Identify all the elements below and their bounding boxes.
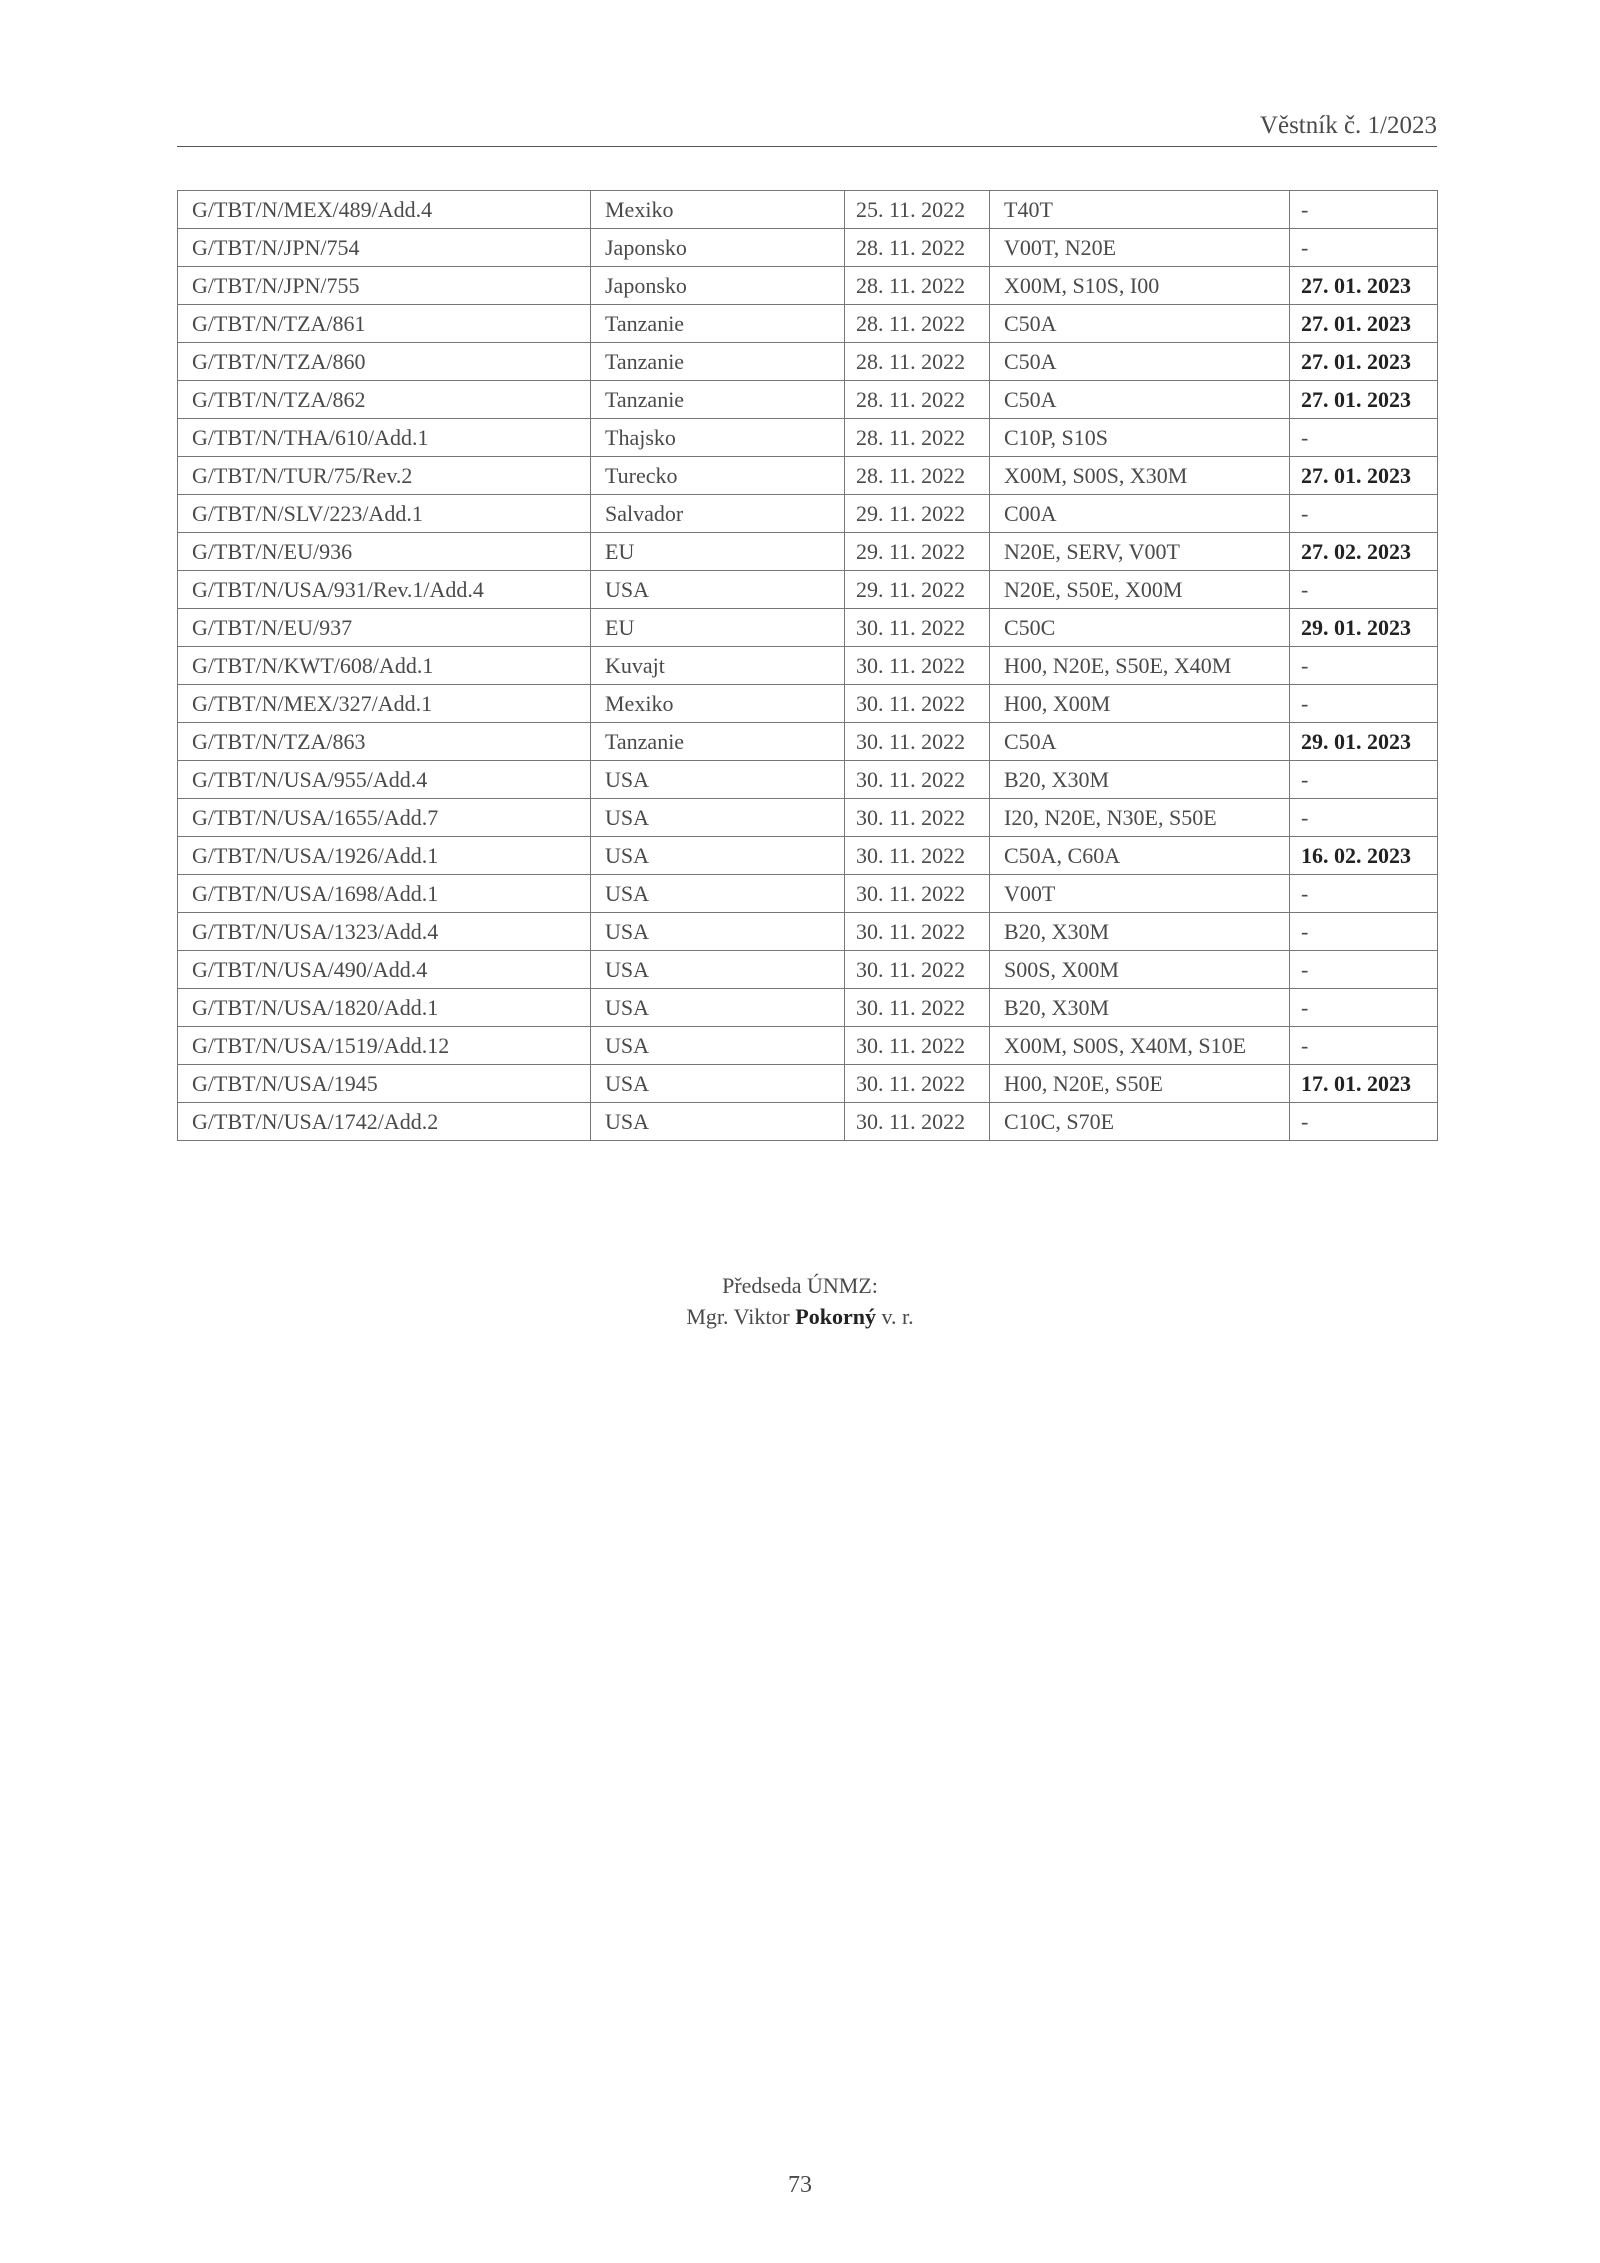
cell-symbol: G/TBT/N/USA/955/Add.4 bbox=[178, 761, 591, 799]
cell-codes: C50C bbox=[990, 609, 1290, 647]
cell-codes: B20, X30M bbox=[990, 989, 1290, 1027]
cell-codes: H00, X00M bbox=[990, 685, 1290, 723]
cell-date: 28. 11. 2022 bbox=[845, 305, 990, 343]
cell-deadline: - bbox=[1290, 685, 1438, 723]
cell-codes: C00A bbox=[990, 495, 1290, 533]
cell-country: USA bbox=[591, 989, 845, 1027]
cell-codes: C50A bbox=[990, 343, 1290, 381]
cell-country: EU bbox=[591, 609, 845, 647]
table-row bbox=[178, 571, 1438, 609]
cell-date: 28. 11. 2022 bbox=[845, 343, 990, 381]
cell-date: 30. 11. 2022 bbox=[845, 837, 990, 875]
cell-codes: I20, N20E, N30E, S50E bbox=[990, 799, 1290, 837]
cell-country: EU bbox=[591, 533, 845, 571]
cell-codes: T40T bbox=[990, 191, 1290, 229]
cell-deadline: - bbox=[1290, 875, 1438, 913]
cell-symbol: G/TBT/N/USA/1698/Add.1 bbox=[178, 875, 591, 913]
cell-date: 30. 11. 2022 bbox=[845, 1065, 990, 1103]
cell-date: 28. 11. 2022 bbox=[845, 419, 990, 457]
table-row bbox=[178, 799, 1438, 837]
cell-symbol: G/TBT/N/TUR/75/Rev.2 bbox=[178, 457, 591, 495]
cell-symbol: G/TBT/N/SLV/223/Add.1 bbox=[178, 495, 591, 533]
table-row bbox=[178, 229, 1438, 267]
cell-deadline: - bbox=[1290, 229, 1438, 267]
cell-country: Thajsko bbox=[591, 419, 845, 457]
table-row bbox=[178, 647, 1438, 685]
cell-country: USA bbox=[591, 1103, 845, 1141]
table-row bbox=[178, 419, 1438, 457]
cell-country: USA bbox=[591, 799, 845, 837]
cell-date: 30. 11. 2022 bbox=[845, 1103, 990, 1141]
cell-date: 25. 11. 2022 bbox=[845, 191, 990, 229]
cell-deadline: - bbox=[1290, 989, 1438, 1027]
notifications-table bbox=[177, 190, 1438, 1141]
cell-codes: N20E, S50E, X00M bbox=[990, 571, 1290, 609]
cell-country: Turecko bbox=[591, 457, 845, 495]
cell-date: 28. 11. 2022 bbox=[845, 267, 990, 305]
cell-date: 30. 11. 2022 bbox=[845, 723, 990, 761]
cell-symbol: G/TBT/N/USA/1820/Add.1 bbox=[178, 989, 591, 1027]
cell-country: USA bbox=[591, 913, 845, 951]
cell-country: Tanzanie bbox=[591, 381, 845, 419]
table-row bbox=[178, 875, 1438, 913]
cell-deadline: 27. 01. 2023 bbox=[1290, 343, 1438, 381]
cell-date: 30. 11. 2022 bbox=[845, 761, 990, 799]
cell-deadline: 17. 01. 2023 bbox=[1290, 1065, 1438, 1103]
cell-date: 29. 11. 2022 bbox=[845, 533, 990, 571]
cell-country: Tanzanie bbox=[591, 305, 845, 343]
cell-symbol: G/TBT/N/USA/1926/Add.1 bbox=[178, 837, 591, 875]
cell-codes: H00, N20E, S50E bbox=[990, 1065, 1290, 1103]
signature-block bbox=[0, 1270, 1600, 1332]
table-row bbox=[178, 267, 1438, 305]
cell-symbol: G/TBT/N/USA/1742/Add.2 bbox=[178, 1103, 591, 1141]
cell-codes: H00, N20E, S50E, X40M bbox=[990, 647, 1290, 685]
cell-country: USA bbox=[591, 761, 845, 799]
table-row bbox=[178, 1103, 1438, 1141]
page-number: 73 bbox=[788, 2172, 812, 2198]
cell-date: 30. 11. 2022 bbox=[845, 989, 990, 1027]
cell-country: Mexiko bbox=[591, 191, 845, 229]
cell-symbol: G/TBT/N/TZA/861 bbox=[178, 305, 591, 343]
cell-deadline: - bbox=[1290, 647, 1438, 685]
cell-deadline: - bbox=[1290, 913, 1438, 951]
cell-codes: C10P, S10S bbox=[990, 419, 1290, 457]
cell-codes: X00M, S10S, I00 bbox=[990, 267, 1290, 305]
cell-country: USA bbox=[591, 571, 845, 609]
cell-country: USA bbox=[591, 951, 845, 989]
cell-symbol: G/TBT/N/USA/1323/Add.4 bbox=[178, 913, 591, 951]
cell-country: Tanzanie bbox=[591, 343, 845, 381]
cell-deadline: - bbox=[1290, 191, 1438, 229]
cell-symbol: G/TBT/N/KWT/608/Add.1 bbox=[178, 647, 591, 685]
cell-codes: C50A, C60A bbox=[990, 837, 1290, 875]
cell-deadline: - bbox=[1290, 419, 1438, 457]
table-row bbox=[178, 685, 1438, 723]
cell-country: USA bbox=[591, 837, 845, 875]
cell-codes: C10C, S70E bbox=[990, 1103, 1290, 1141]
cell-codes: V00T, N20E bbox=[990, 229, 1290, 267]
table-row bbox=[178, 1027, 1438, 1065]
signature-role: Předseda ÚNMZ: bbox=[722, 1273, 878, 1298]
cell-deadline: 27. 02. 2023 bbox=[1290, 533, 1438, 571]
cell-symbol: G/TBT/N/MEX/489/Add.4 bbox=[178, 191, 591, 229]
signature-name-prefix: Mgr. Viktor bbox=[686, 1304, 790, 1329]
cell-deadline: 29. 01. 2023 bbox=[1290, 609, 1438, 647]
cell-date: 28. 11. 2022 bbox=[845, 381, 990, 419]
cell-date: 30. 11. 2022 bbox=[845, 685, 990, 723]
table-row bbox=[178, 495, 1438, 533]
cell-deadline: - bbox=[1290, 761, 1438, 799]
cell-country: Salvador bbox=[591, 495, 845, 533]
cell-deadline: 27. 01. 2023 bbox=[1290, 267, 1438, 305]
cell-symbol: G/TBT/N/TZA/863 bbox=[178, 723, 591, 761]
table-row bbox=[178, 837, 1438, 875]
table-row bbox=[178, 609, 1438, 647]
cell-codes: N20E, SERV, V00T bbox=[990, 533, 1290, 571]
cell-country: USA bbox=[591, 1065, 845, 1103]
cell-date: 30. 11. 2022 bbox=[845, 1027, 990, 1065]
cell-symbol: G/TBT/N/USA/490/Add.4 bbox=[178, 951, 591, 989]
table-row bbox=[178, 533, 1438, 571]
cell-deadline: - bbox=[1290, 495, 1438, 533]
table-row bbox=[178, 381, 1438, 419]
cell-deadline: 16. 02. 2023 bbox=[1290, 837, 1438, 875]
signature-name bbox=[0, 1301, 1600, 1332]
cell-country: Tanzanie bbox=[591, 723, 845, 761]
table-row bbox=[178, 951, 1438, 989]
cell-codes: C50A bbox=[990, 723, 1290, 761]
table-row bbox=[178, 989, 1438, 1027]
cell-date: 28. 11. 2022 bbox=[845, 229, 990, 267]
cell-codes: V00T bbox=[990, 875, 1290, 913]
cell-symbol: G/TBT/N/THA/610/Add.1 bbox=[178, 419, 591, 457]
page-header bbox=[177, 112, 1437, 147]
notifications-table-body bbox=[178, 191, 1438, 1141]
cell-deadline: - bbox=[1290, 799, 1438, 837]
cell-codes: B20, X30M bbox=[990, 913, 1290, 951]
cell-date: 30. 11. 2022 bbox=[845, 951, 990, 989]
cell-country: Japonsko bbox=[591, 229, 845, 267]
cell-symbol: G/TBT/N/USA/1945 bbox=[178, 1065, 591, 1103]
cell-symbol: G/TBT/N/USA/931/Rev.1/Add.4 bbox=[178, 571, 591, 609]
cell-symbol: G/TBT/N/TZA/862 bbox=[178, 381, 591, 419]
table-row bbox=[178, 343, 1438, 381]
table-row bbox=[178, 305, 1438, 343]
cell-symbol: G/TBT/N/USA/1519/Add.12 bbox=[178, 1027, 591, 1065]
cell-date: 29. 11. 2022 bbox=[845, 571, 990, 609]
cell-country: Kuvajt bbox=[591, 647, 845, 685]
cell-codes: B20, X30M bbox=[990, 761, 1290, 799]
header-title: Věstník č. 1/2023 bbox=[1259, 112, 1437, 139]
table-row bbox=[178, 723, 1438, 761]
cell-symbol: G/TBT/N/USA/1655/Add.7 bbox=[178, 799, 591, 837]
cell-codes: X00M, S00S, X40M, S10E bbox=[990, 1027, 1290, 1065]
table-row bbox=[178, 1065, 1438, 1103]
cell-deadline: 27. 01. 2023 bbox=[1290, 457, 1438, 495]
cell-deadline: - bbox=[1290, 951, 1438, 989]
cell-symbol: G/TBT/N/JPN/754 bbox=[178, 229, 591, 267]
cell-country: Mexiko bbox=[591, 685, 845, 723]
cell-codes: S00S, X00M bbox=[990, 951, 1290, 989]
cell-codes: C50A bbox=[990, 305, 1290, 343]
cell-date: 30. 11. 2022 bbox=[845, 913, 990, 951]
cell-date: 29. 11. 2022 bbox=[845, 495, 990, 533]
signature-surname: Pokorný bbox=[795, 1304, 876, 1329]
table-row bbox=[178, 761, 1438, 799]
cell-symbol: G/TBT/N/TZA/860 bbox=[178, 343, 591, 381]
cell-codes: X00M, S00S, X30M bbox=[990, 457, 1290, 495]
cell-country: USA bbox=[591, 875, 845, 913]
cell-deadline: 29. 01. 2023 bbox=[1290, 723, 1438, 761]
cell-country: USA bbox=[591, 1027, 845, 1065]
cell-deadline: - bbox=[1290, 1027, 1438, 1065]
cell-symbol: G/TBT/N/MEX/327/Add.1 bbox=[178, 685, 591, 723]
cell-symbol: G/TBT/N/EU/937 bbox=[178, 609, 591, 647]
cell-country: Japonsko bbox=[591, 267, 845, 305]
table-row bbox=[178, 913, 1438, 951]
cell-deadline: 27. 01. 2023 bbox=[1290, 381, 1438, 419]
cell-symbol: G/TBT/N/EU/936 bbox=[178, 533, 591, 571]
table-row bbox=[178, 191, 1438, 229]
cell-codes: C50A bbox=[990, 381, 1290, 419]
cell-date: 30. 11. 2022 bbox=[845, 875, 990, 913]
cell-symbol: G/TBT/N/JPN/755 bbox=[178, 267, 591, 305]
cell-date: 28. 11. 2022 bbox=[845, 457, 990, 495]
cell-date: 30. 11. 2022 bbox=[845, 647, 990, 685]
cell-deadline: - bbox=[1290, 571, 1438, 609]
cell-deadline: 27. 01. 2023 bbox=[1290, 305, 1438, 343]
signature-name-suffix: v. r. bbox=[881, 1304, 914, 1329]
cell-date: 30. 11. 2022 bbox=[845, 799, 990, 837]
table-row bbox=[178, 457, 1438, 495]
cell-deadline: - bbox=[1290, 1103, 1438, 1141]
cell-date: 30. 11. 2022 bbox=[845, 609, 990, 647]
